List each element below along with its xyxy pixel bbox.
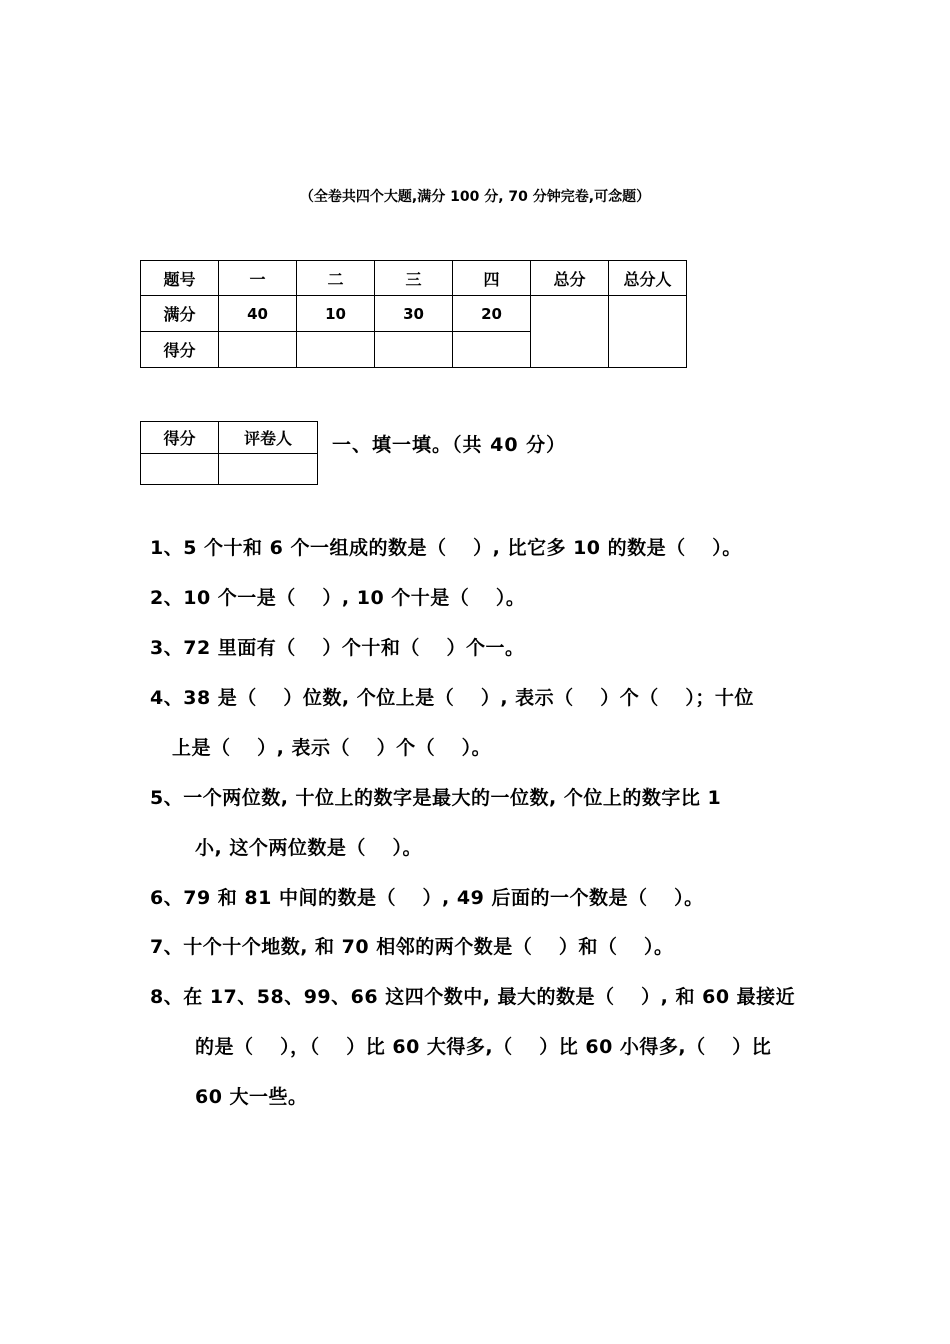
score-table [140, 260, 687, 368]
total-score-cell[interactable] [531, 296, 609, 368]
full-marks-part-2: 10 [297, 296, 375, 332]
header-total: 总分 [531, 261, 609, 296]
full-marks-part-4: 20 [453, 296, 531, 332]
score-table-header-row [141, 261, 687, 296]
question-8-line-1: 8、在 17、58、99、66 这四个数中, 最大的数是（ ）, 和 60 最接近 [150, 986, 796, 1008]
header-question-number: 题号 [141, 261, 219, 296]
total-grader-cell[interactable] [609, 296, 687, 368]
question-1: 1、5 个十和 6 个一组成的数是（ ）, 比它多 10 的数是（ ）。 [150, 537, 742, 559]
header-part-2: 二 [297, 261, 375, 296]
exam-subtitle: （全卷共四个大题,满分 100 分, 70 分钟完卷,可念题） [299, 189, 651, 205]
score-part-4-cell[interactable] [453, 332, 531, 368]
section-title: 一、填一填。（共 40 分） [332, 434, 567, 456]
score-label: 得分 [141, 332, 219, 368]
grader-name-label: 评卷人 [219, 422, 318, 454]
question-6: 6、79 和 81 中间的数是（ ）, 49 后面的一个数是（ ）。 [150, 887, 704, 909]
full-marks-part-1: 40 [219, 296, 297, 332]
header-part-3: 三 [375, 261, 453, 296]
question-8-line-3: 60 大一些。 [195, 1086, 308, 1108]
question-3: 3、72 里面有（ ）个十和（ ）个一。 [150, 637, 525, 659]
question-4-line-2: 上是（ ）, 表示（ ）个（ ）。 [172, 737, 492, 759]
score-part-2-cell[interactable] [297, 332, 375, 368]
grader-score-cell[interactable] [141, 454, 219, 485]
grader-name-cell[interactable] [219, 454, 318, 485]
question-5-line-2: 小, 这个两位数是（ ）。 [195, 837, 422, 859]
question-8-line-2: 的是（ ），（ ）比 60 大得多,（ ）比 60 小得多,（ ）比 [195, 1036, 772, 1058]
question-7: 7、十个十个地数, 和 70 相邻的两个数是（ ）和（ ）。 [150, 936, 674, 958]
score-part-1-cell[interactable] [219, 332, 297, 368]
question-2: 2、10 个一是（ ）, 10 个十是（ ）。 [150, 587, 526, 609]
grader-score-label: 得分 [141, 422, 219, 454]
header-part-1: 一 [219, 261, 297, 296]
score-table-full-marks-row [141, 296, 687, 332]
section-grader-table [140, 421, 318, 485]
question-4-line-1: 4、38 是（ ）位数, 个位上是（ ）, 表示（ ）个（ ）；十位 [150, 687, 754, 709]
full-marks-part-3: 30 [375, 296, 453, 332]
score-part-3-cell[interactable] [375, 332, 453, 368]
header-total-grader: 总分人 [609, 261, 687, 296]
question-5-line-1: 5、一个两位数, 十位上的数字是最大的一位数, 个位上的数字比 1 [150, 787, 722, 809]
header-part-4: 四 [453, 261, 531, 296]
full-marks-label: 满分 [141, 296, 219, 332]
